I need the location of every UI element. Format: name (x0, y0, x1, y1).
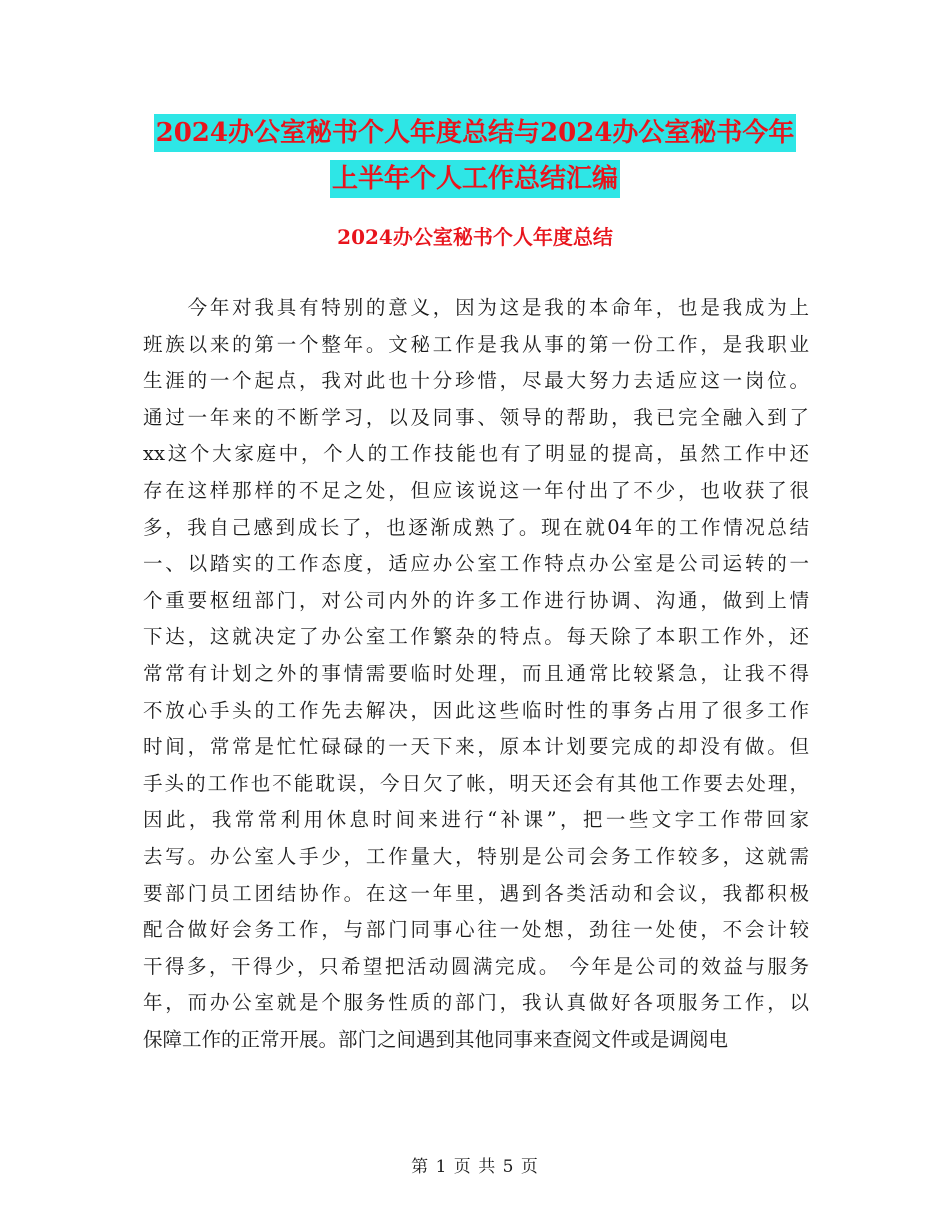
body-line: 下达，这就决定了办公室工作繁杂的特点。每天除了本职工作外，还 (143, 625, 809, 649)
body-line: 今年对我具有特别的意义，因为这是我的本命年，也是我成为上 (143, 296, 809, 319)
body-line: 手头的工作也不能耽误，今日欠了帐，明天还会有其他工作要去处理， (143, 771, 809, 795)
document-title (0, 114, 950, 206)
body-line: 不放心手头的工作先去解决，因此这些临时性的事务占用了很多工作 (143, 698, 809, 722)
body-line: 常常有计划之外的事情需要临时处理，而且通常比较紧急，让我不得 (143, 661, 809, 685)
body-line: 配合做好会务工作，与部门同事心往一处想，劲往一处使，不会计较 (143, 918, 809, 942)
body-line: 保障工作的正常开展。部门之间遇到其他同事来查阅文件或是调阅电 (143, 1027, 729, 1051)
section-heading: 2024办公室秘书个人年度总结 (337, 225, 613, 249)
body-paragraph (143, 290, 809, 1058)
page-footer: 第 1 页 共 5 页 (411, 1157, 539, 1177)
body-line: 多，我自己感到成长了，也逐渐成熟了。现在就04年的工作情况总结 (143, 515, 809, 539)
title-line-2: 上半年个人工作总结汇编 (330, 160, 620, 198)
body-line: 存在这样那样的不足之处，但应该说这一年付出了不少，也收获了很 (143, 478, 809, 502)
body-line: 一、以踏实的工作态度，适应办公室工作特点办公室是公司运转的一 (143, 552, 809, 576)
body-line: 班族以来的第一个整年。文秘工作是我从事的第一份工作，是我职业 (143, 332, 809, 356)
body-line: 个重要枢纽部门，对公司内外的许多工作进行协调、沟通，做到上情 (143, 588, 809, 612)
body-line: 因此，我常常利用休息时间来进行“补课”，把一些文字工作带回家 (143, 808, 809, 832)
body-line: 年，而办公室就是个服务性质的部门，我认真做好各项服务工作，以 (143, 991, 809, 1015)
body-line: 干得多，干得少，只希望把活动圆满完成。 今年是公司的效益与服务 (143, 954, 809, 978)
body-line: 时间，常常是忙忙碌碌的一天下来，原本计划要完成的却没有做。但 (143, 735, 809, 759)
body-line: 通过一年来的不断学习，以及同事、领导的帮助，我已完全融入到了 (143, 405, 809, 429)
body-line: xx这个大家庭中，个人的工作技能也有了明显的提高，虽然工作中还 (143, 442, 809, 466)
body-line: 去写。办公室人手少，工作量大，特别是公司会务工作较多，这就需 (143, 844, 809, 868)
title-line-1: 2024办公室秘书个人年度总结与2024办公室秘书今年 (154, 114, 797, 152)
body-line: 要部门员工团结协作。在这一年里，遇到各类活动和会议，我都积极 (143, 881, 809, 905)
body-line: 生涯的一个起点，我对此也十分珍惜，尽最大努力去适应这一岗位。 (143, 369, 809, 393)
